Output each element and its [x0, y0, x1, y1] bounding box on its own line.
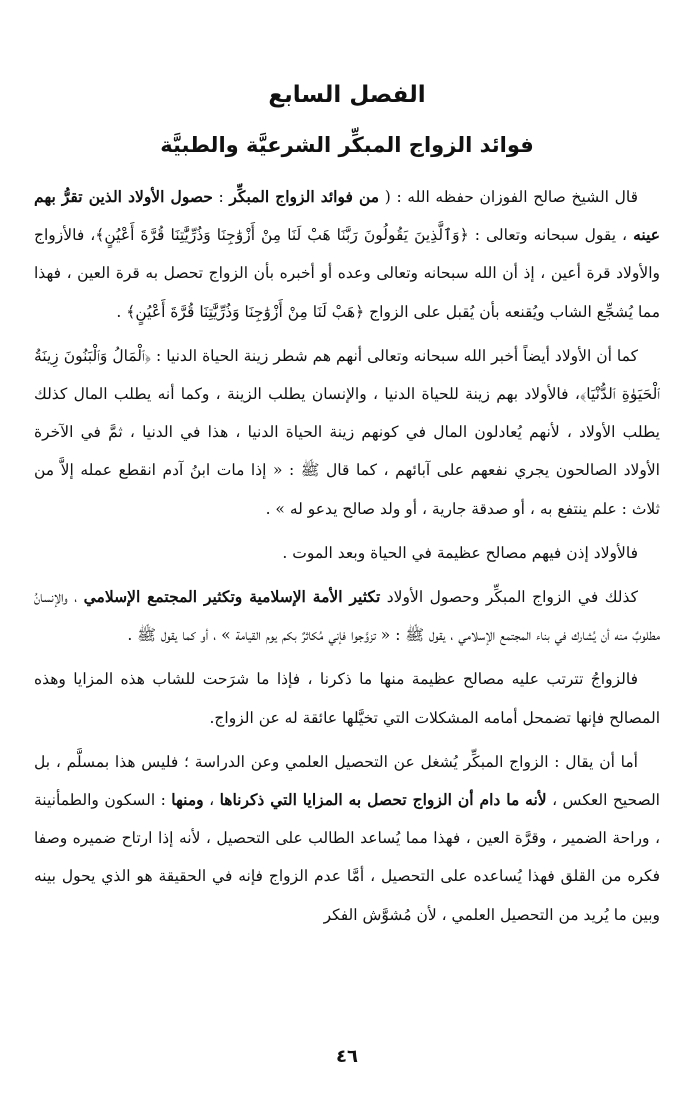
emphasized-text: تكثير الأمة الإسلامية وتكثير المجتمع الإسلامي [83, 587, 381, 607]
paragraph-text: : السكون والطمأنينة ، وراحة الضمير ، وقرَّة العين ، فهذا مما يُساعد الطالب على التحصيل ، لأنه إذا ارتاح ضميره وصفا فكره من القلق فهذا يُساعده على التحصيل ، أمَّا عدم الزواج فإنه في الحقيقة هو الذي يحول بينه وبين ما يُريد من التحصيل العلمي ، لأن مُشوَّش الفكر [34, 791, 660, 924]
section-title: فوائد الزواج المبكِّر الشرعيَّة والطبيَّة [160, 133, 534, 157]
paragraph-text: ، فالأزواج والأولاد قرة أعين ، إذ أن الله سبحانه وتعالى وعده أو أخبره بأن الزواج تحصل به قرة العين ، فهذا مما يُشجِّع الشاب ويُقنعه بأن يُقبل على الزواج [34, 226, 660, 321]
paragraph-text: ، [203, 791, 220, 810]
paragraph [34, 178, 660, 331]
quran-verse: ﴿هَبْ لَنَا مِنْ أَزْوَٰجِنَا وَذُرِّيَّٰتِنَا قُرَّةَ أَعْيُنٍ﴾ [126, 302, 365, 321]
paragraph-text: كذلك في الزواج المبكِّر وحصول الأولاد [380, 588, 639, 607]
quran-verse: ﴿ٱلْمَالُ وَٱلْبَنُونَ زِينَةُ ٱلْحَيَوٰةِ ٱلدُّنْيَا﴾ [34, 346, 661, 404]
paragraph-text: فالزواجُ تترتب عليه مصالح عظيمة منها ما ذكرنا ، فإذا ما شرَحت للشاب هذه المزايا وهذه المصالح فإنها تضمحل أمامه المشكلات التي تخيَّلها عائقة له عن الزواج. [34, 670, 660, 727]
paragraph-text: ، يقول سبحانه وتعالى : [468, 226, 634, 245]
paragraph-text: . [116, 302, 127, 321]
paragraph [34, 337, 660, 528]
emphasized-text: من فوائد الزواج المبكِّر [229, 187, 380, 206]
paragraph [34, 578, 660, 654]
quran-verse: ﴿وَٱلَّذِينَ يَقُولُونَ رَبَّنَا هَبْ لَنَا مِنْ أَزْوَٰجِنَا وَذُرِّيَّٰتِنَا قُرَّةَ أَعْيُنٍ﴾ [95, 226, 469, 245]
chapter-title: الفصل السابع [268, 82, 426, 108]
page-number: ٤٦ [336, 1046, 358, 1067]
body-text [34, 178, 660, 940]
emphasized-text: حصول الأولاد الذين تقرُّ بهم عينه [34, 187, 660, 245]
paragraph-text: أما أن يقال : الزواج المبكِّر يُشغل عن التحصيل العلمي وعن الدراسة ؛ فليس هذا بمسلَّم ، بل الصحيح العكس ، [34, 752, 660, 810]
paragraph [34, 534, 660, 572]
paragraph [34, 743, 660, 934]
paragraph-text: كما أن الأولاد أيضاً أخبر الله سبحانه وتعالى أنهم هم شطر زينة الحياة الدنيا : [151, 346, 638, 365]
paragraph-text: ، والإنسانُ مطلوبٌ منه أن يُشارك في بناء المجتمع الإسلامي ، يقول ﷺ : « تزوَّجوا فإني مُكاثرٌ بكم يوم القيامة » ، أو كما يقول ﷺ . [34, 588, 660, 645]
paragraph-text: فالأولاد إذن فيهم مصالح عظيمة في الحياة وبعد الموت . [282, 543, 638, 562]
paragraph [34, 660, 660, 736]
paragraph-text: قال الشيخ صالح الفوزان حفظه الله : ( [379, 188, 639, 206]
paragraph-text: ، فالأولاد بهم زينة للحياة الدنيا ، والإنسان يطلب الزينة ، وكما أنه يطلب المال كذلك يطلب الأولاد ، لأنهم يُعادلون المال في كونهم زينة الحياة الدنيا ، هذا في الدنيا ، ثمَّ في الآخرة الأولاد الصالحون يجري نفعهم على آبائهم ، كما قال ﷺ : « إذا مات ابنُ آدم انقطع عمله إلاَّ من ثلاث : علم ينتفع به ، أو صدقة جارية ، أو ولد صالح يدعو له » . [34, 385, 660, 518]
paragraph-text: : [212, 188, 230, 206]
emphasized-text: ومنها [171, 790, 204, 810]
emphasized-text: لأنه ما دام أن الزواج تحصل به المزايا التي ذكرناها [219, 790, 547, 810]
